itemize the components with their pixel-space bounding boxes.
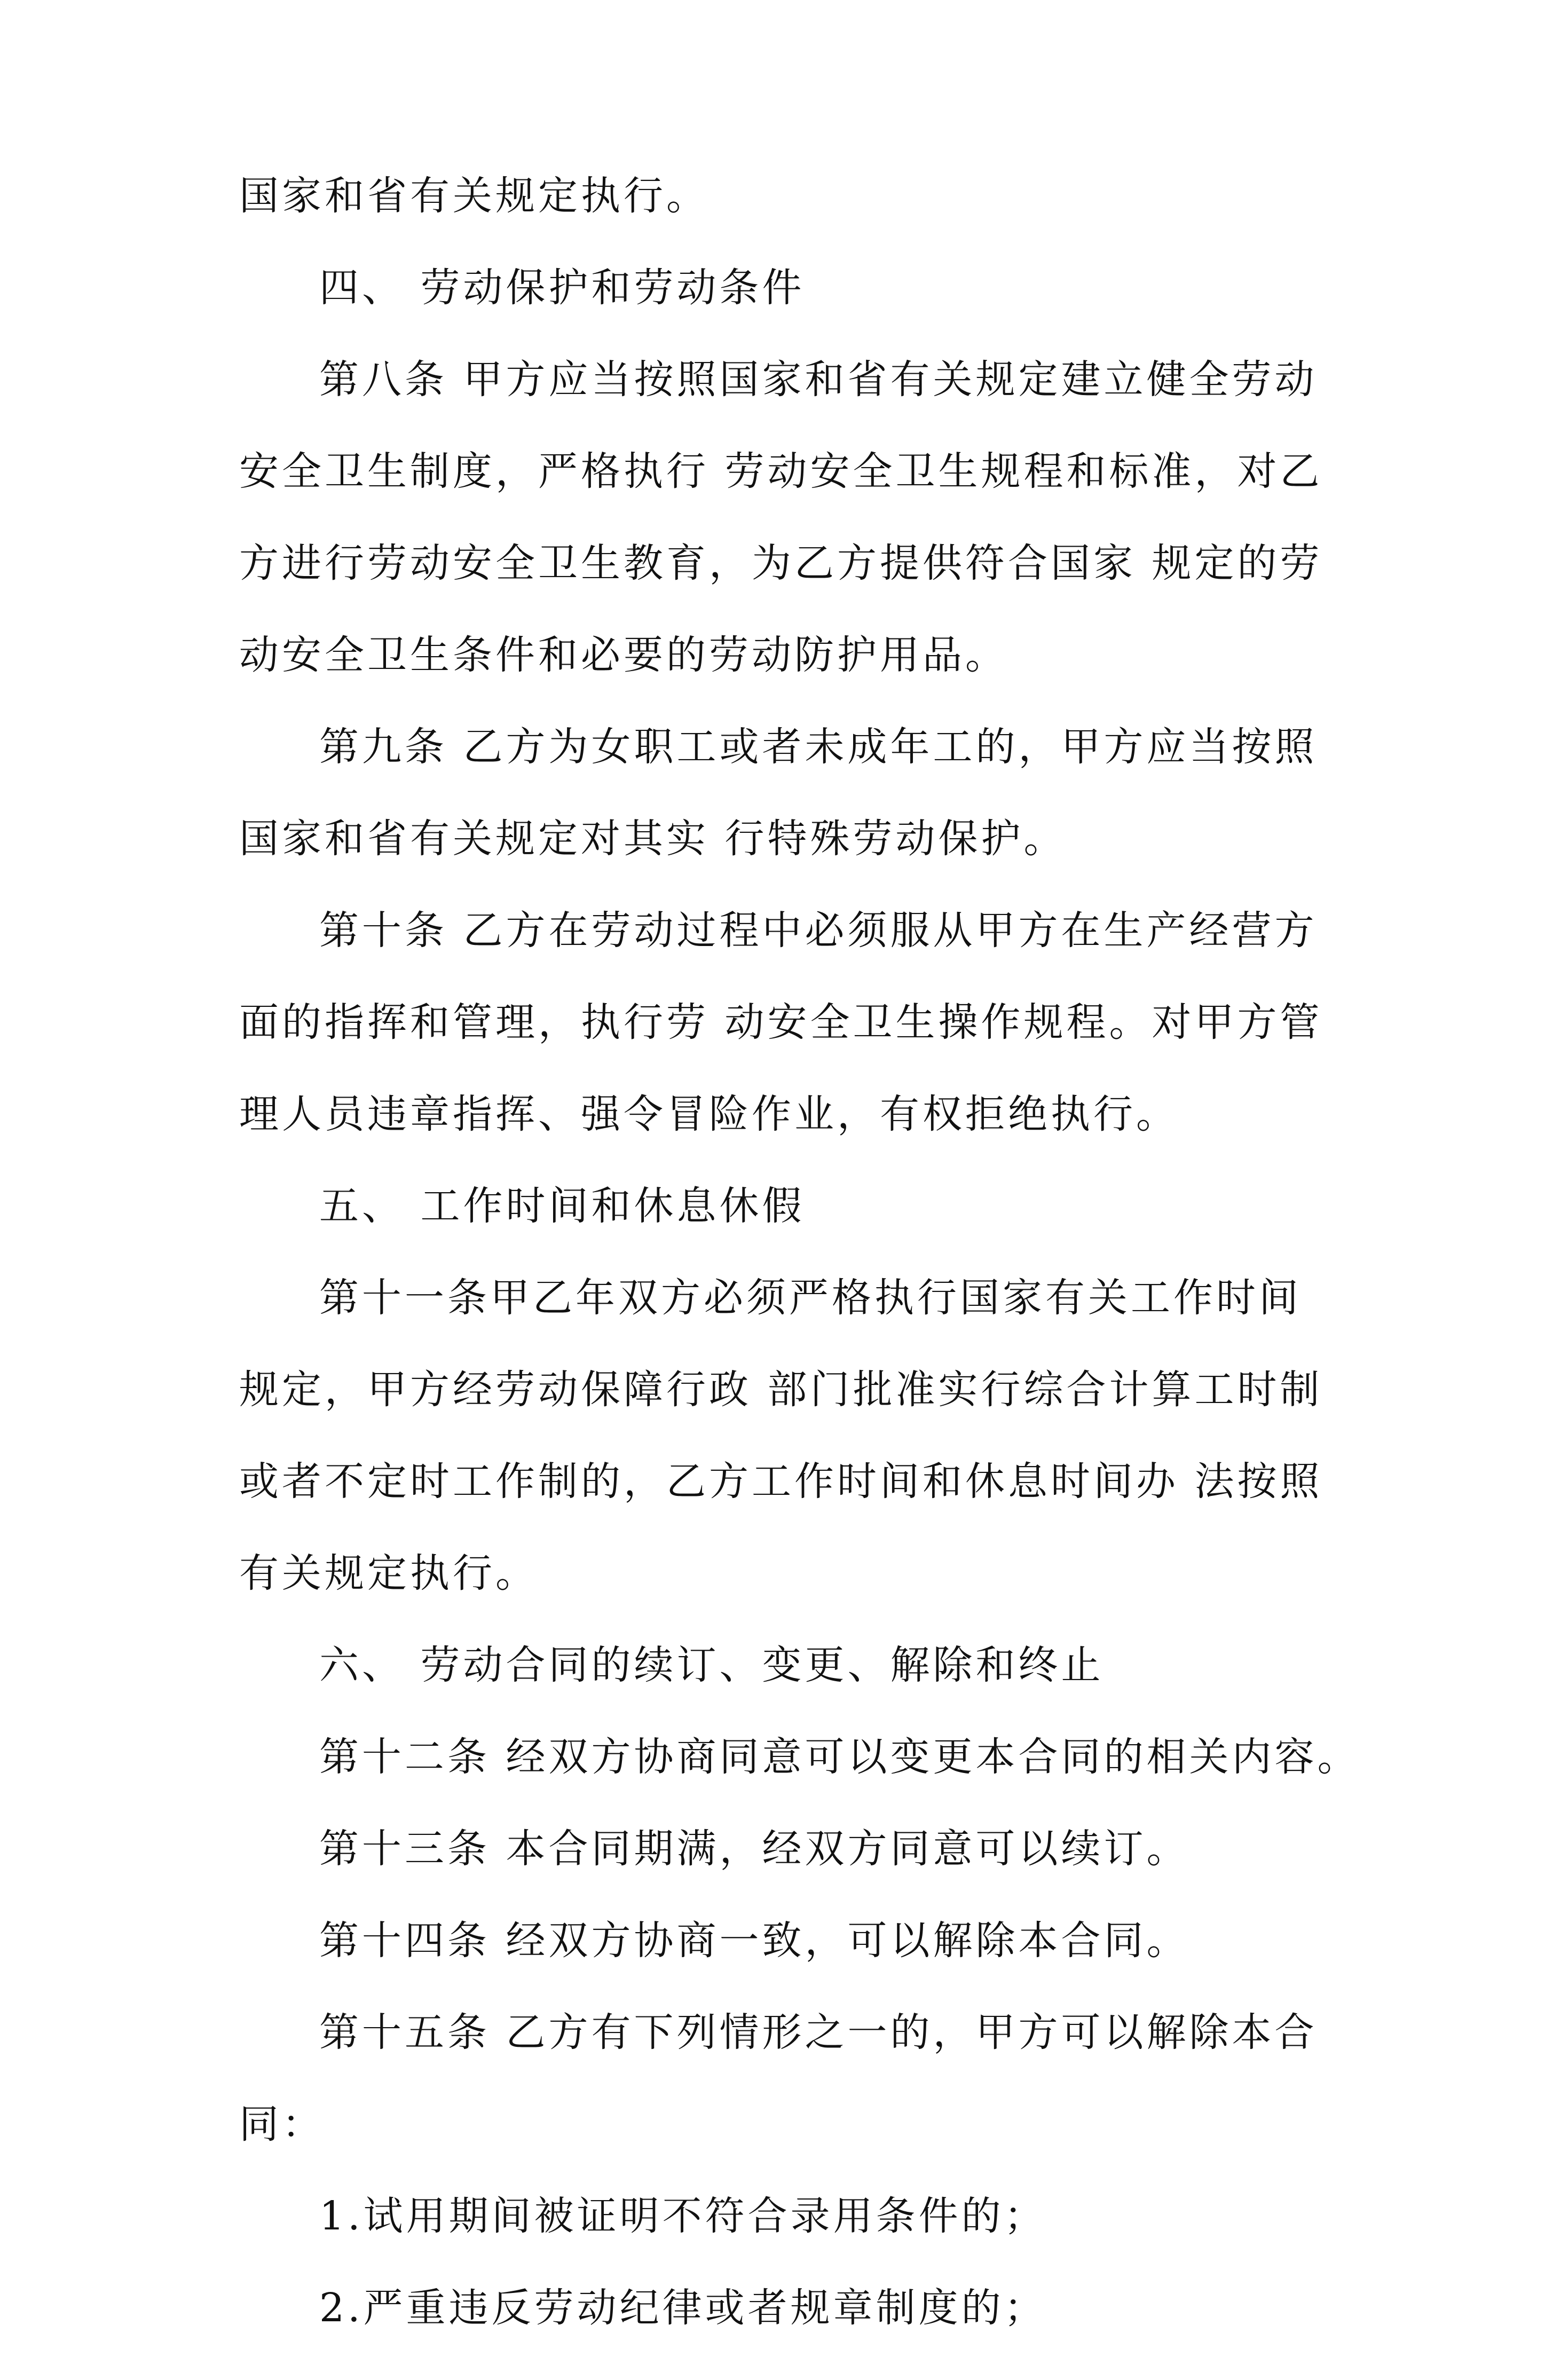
article-8-line: 安全卫生制度，严格执行 劳动安全卫生规程和标准，对乙: [239, 448, 1323, 494]
article-10-line: 理人员违章指挥、强令冒险作业，有权拒绝执行。: [239, 1091, 1179, 1137]
article-12-line: 第十二条 经双方协商同意可以变更本合同的相关内容。: [319, 1734, 1360, 1780]
article-10-line: 第十条 乙方在劳动过程中必须服从甲方在生产经营方: [319, 908, 1318, 953]
section-heading-five: 五、 工作时间和休息休假: [319, 1183, 805, 1229]
article-15-line: 第十五条 乙方有下列情形之一的，甲方可以解除本合: [319, 2009, 1318, 2055]
article-13-line: 第十三条 本合同期满，经双方同意可以续订。: [319, 1826, 1189, 1872]
article-8-line: 方进行劳动安全卫生教育，为乙方提供符合国家 规定的劳: [239, 540, 1323, 586]
document-body: [239, 173, 1360, 2380]
list-item-1: 1.试用期间被证明不符合录用条件的；: [319, 2193, 1047, 2239]
article-11-line: 规定，甲方经劳动保障行政 部门批准实行综合计算工时制: [239, 1367, 1323, 1413]
article-11-line: 有关规定执行。: [239, 1550, 538, 1596]
article-9-line: 第九条 乙方为女职工或者未成年工的，甲方应当按照: [319, 724, 1318, 770]
section-heading-six: 六、 劳动合同的续订、变更、解除和终止: [319, 1642, 1104, 1688]
article-8-line: 第八条 甲方应当按照国家和省有关规定建立健全劳动: [319, 357, 1318, 403]
list-item-2: 2.严重违反劳动纪律或者规章制度的；: [319, 2285, 1047, 2331]
article-9-line: 国家和省有关规定对其实 行特殊劳动保护。: [239, 816, 1067, 862]
paragraph-line: 国家和省有关规定执行。: [239, 173, 709, 219]
article-14-line: 第十四条 经双方协商一致，可以解除本合同。: [319, 1918, 1189, 1964]
article-11-line: 第十一条甲乙年双方必须严格执行国家有关工作时间: [319, 1275, 1302, 1321]
section-heading-four: 四、 劳动保护和劳动条件: [319, 265, 805, 311]
article-10-line: 面的指挥和管理，执行劳 动安全卫生操作规程。对甲方管: [239, 999, 1323, 1045]
article-11-line: 或者不定时工作制的，乙方工作时间和休息时间办 法按照: [239, 1459, 1323, 1504]
article-8-line: 动安全卫生条件和必要的劳动防护用品。: [239, 632, 1008, 678]
article-15-line: 同：: [239, 2101, 325, 2147]
